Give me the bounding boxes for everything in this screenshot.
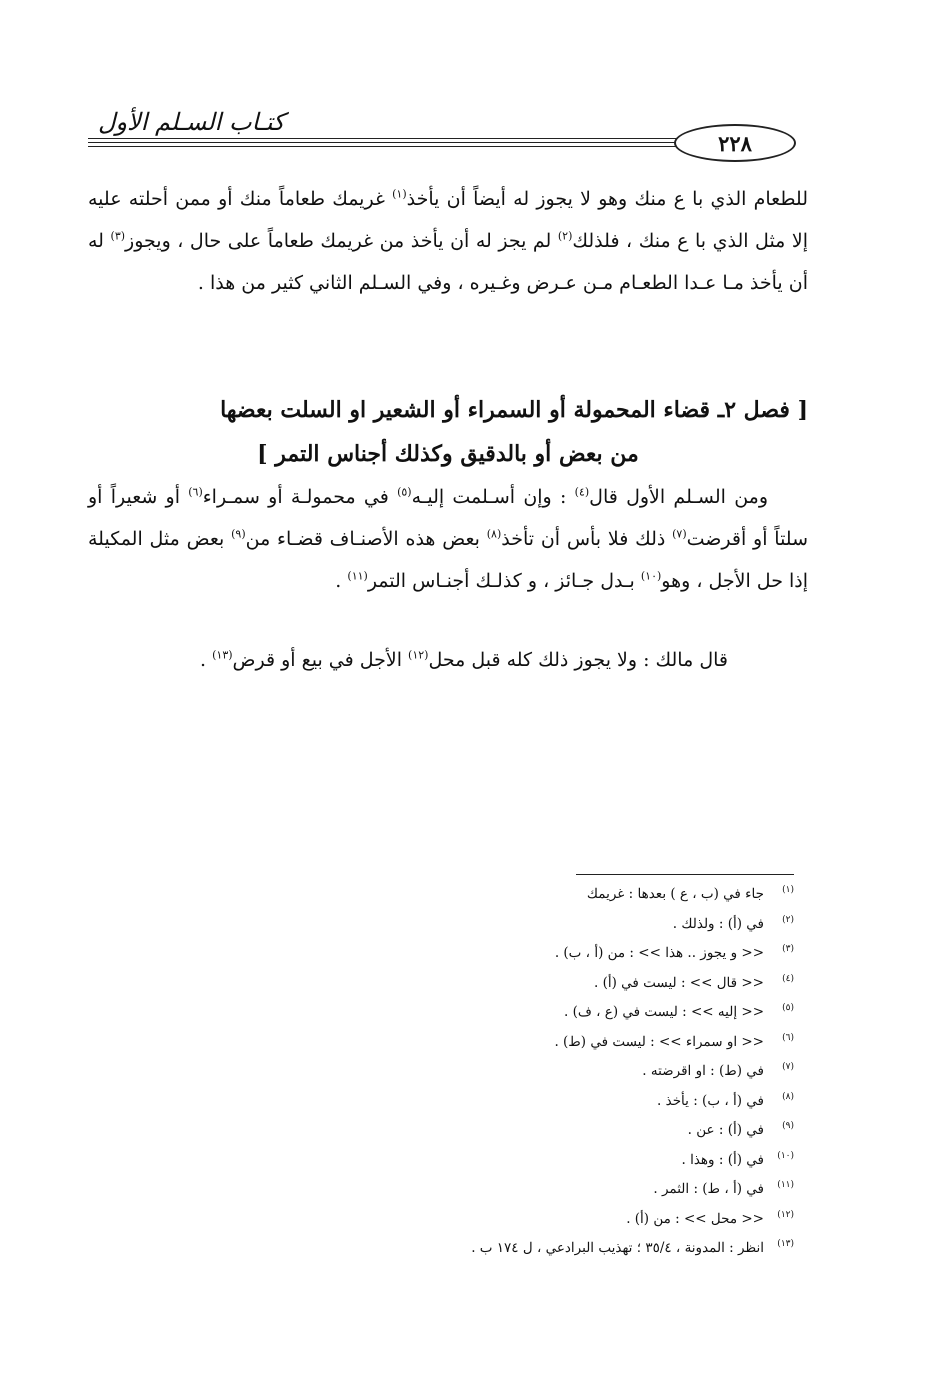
- text-segment: في محمولـة أو سمـراء: [202, 486, 398, 508]
- section-heading: [88, 388, 808, 476]
- footnote-item: [300, 939, 794, 969]
- footnote-marker: (٤): [574, 485, 590, 499]
- footnote-separator: [576, 874, 794, 875]
- paragraph-2: [88, 476, 808, 602]
- footnote-text: في (أ) : ولذلك .: [672, 915, 764, 932]
- footnote-marker: (١): [392, 187, 407, 201]
- footnote-text: في (ط) : او اقرضته .: [642, 1063, 764, 1079]
- footnote-marker: (١٢): [408, 648, 429, 662]
- footnote-number: (٣): [782, 944, 794, 954]
- footnote-number: (٤): [782, 973, 794, 984]
- footnote-marker: (٧): [672, 527, 687, 541]
- text-segment: .: [335, 570, 348, 592]
- footnote-marker: (١٣): [212, 648, 233, 662]
- footnote-number: (١١): [777, 1180, 794, 1190]
- footnote-marker: (٨): [486, 527, 502, 541]
- footnote-text: في (أ) : عن .: [687, 1122, 764, 1138]
- footnotes-list: [300, 880, 794, 1264]
- footnote-number: (١٠): [777, 1150, 794, 1161]
- footnote-item: [300, 880, 794, 910]
- footnote-marker: (٩): [231, 527, 246, 541]
- footnote-text: في (أ) : وهذا .: [681, 1151, 764, 1168]
- footnote-text: << إليه >> : ليست في (ع ، ف) .: [563, 1004, 764, 1020]
- paragraph-3: [88, 640, 728, 680]
- footnote-text: << محل >> : من (أ) .: [626, 1210, 764, 1227]
- page-number: ٢٢٨: [674, 124, 796, 162]
- text-segment: .: [200, 649, 213, 671]
- footnote-item: [300, 1234, 794, 1264]
- footnote-marker: (٦): [188, 485, 203, 499]
- text-segment: بعض مثل المكيلة إذا حل الأجل ، وهو: [88, 528, 808, 592]
- footnote-number: (١٢): [777, 1209, 794, 1220]
- footnote-text: << او سمراء >> : ليست في (ط) .: [554, 1033, 764, 1050]
- text-segment: للطعام الذي با ع منك وهو لا يجوز له أيضاً أن يأخذ: [406, 188, 808, 210]
- footnote-item: [300, 1087, 794, 1117]
- footnote-item: [300, 1116, 794, 1146]
- footnote-number: (٧): [782, 1062, 794, 1072]
- section-heading-line-1: [ فصل ٢ـ قضاء المحمولة أو السمراء أو الشعير او السلت بعضها: [220, 397, 808, 423]
- footnote-item: [300, 969, 794, 999]
- footnote-text: في (أ ، ب) : يأخذ .: [657, 1092, 764, 1109]
- footnote-item: [300, 998, 794, 1028]
- text-segment: له أن يأخذ مـا عـدا الطعـام مـن عـرض وغـيره ، وفي السـلم الثاني كثير من هذا .: [88, 230, 808, 294]
- text-segment: الأجل في بيع أو قرض: [232, 649, 409, 671]
- paragraph-1: [88, 178, 808, 304]
- running-title: كتـاب السـلم الأول: [98, 108, 285, 136]
- footnote-marker: (٥): [397, 485, 412, 499]
- text-segment: بـدل جـائز ، و كذلـك أجنـاس التمر: [367, 570, 641, 592]
- footnote-item: [300, 1057, 794, 1087]
- text-segment: ذلك فلا بأس أن تأخذ: [501, 528, 673, 550]
- footnote-item: [300, 1175, 794, 1205]
- footnote-item: [300, 1205, 794, 1235]
- footnote-text: في (أ ، ط) : الثمر .: [653, 1181, 764, 1197]
- footnote-text: << قال >> : ليست في (أ) .: [594, 974, 764, 991]
- text-segment: بعض هذه الأصنـاف قضـاء من: [245, 528, 487, 550]
- footnote-marker: (٢): [557, 229, 573, 243]
- footnote-number: (٥): [782, 1003, 794, 1013]
- text-segment: قال مالك : ولا يجوز ذلك كله قبل محل: [428, 649, 728, 671]
- footnote-text: جاء في (ب ، ع ) بعدها : غريمك: [586, 886, 764, 902]
- footnote-number: (٨): [782, 1091, 794, 1102]
- text-segment: أو شعيراً أو سلتاً أو أقرضت: [88, 486, 809, 550]
- text-segment: : وإن أسـلمت إليـه: [411, 486, 575, 508]
- footnote-number: (٦): [782, 1032, 794, 1043]
- text-segment: غريمك طعاماً منك أو ممن أحلته عليه إلا مثل الذي با ع منك ، فلذلك: [88, 188, 808, 252]
- footnote-number: (١٣): [777, 1239, 794, 1249]
- text-segment: ومن السـلم الأول قال: [589, 486, 769, 508]
- header-rule-mid: [88, 142, 678, 143]
- footnote-number: (٢): [782, 914, 794, 925]
- footnote-item: [300, 1028, 794, 1058]
- footnote-item: [300, 910, 794, 940]
- section-heading-line-2: من بعض أو بالدقيق وكذلك أجناس التمر ]: [257, 441, 639, 467]
- footnote-marker: (١١): [347, 569, 368, 583]
- footnote-text: انظر : المدونة ، ٣٥/٤ ؛ تهذيب البرادعي ، ل ١٧٤ ب .: [471, 1240, 764, 1256]
- footnote-marker: (١٠): [640, 569, 662, 583]
- footnote-number: (٩): [782, 1121, 794, 1131]
- footnote-marker: (٣): [110, 229, 126, 243]
- text-segment: لم يجز له أن يأخذ من غريمك طعاماً على حال ، ويجوز: [125, 230, 558, 252]
- footnote-item: [300, 1146, 794, 1176]
- footnote-text: << و يجوز .. هذا >> : من (أ ، ب) .: [554, 945, 764, 961]
- footnote-number: (١): [782, 885, 794, 895]
